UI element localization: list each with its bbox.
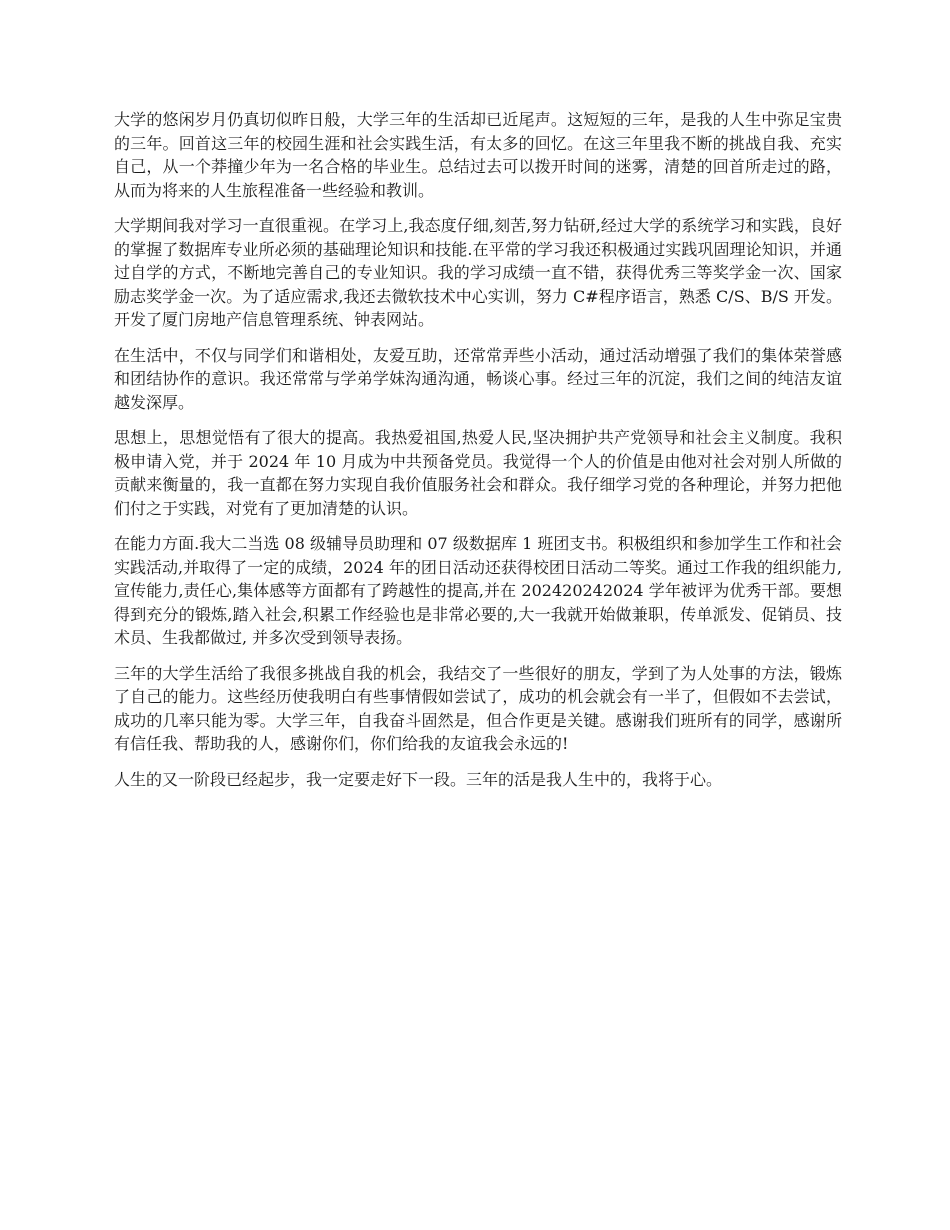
paragraph: 思想上，思想觉悟有了很大的提高。我热爱祖国,热爱人民,坚决拥护共产党领导和社会主义制度。我积极申请入党，并于 2024 年 10 月成为中共预备党员。我觉得一个人的价值是由他对社会对别人所做的贡献来衡量的，我一直都在努力实现自我价值服务社会和群众。我仔细学习党的各种理论，并努力把他们付之于实践，对党有了更加清楚的认识。 — [114, 428, 842, 518]
paragraph: 在能力方面.我大二当选 08 级辅导员助理和 07 级数据库 1 班团支书。积极组织和参加学生工作和社会实践活动,并取得了一定的成绩，2024 年的团日活动还获得校团日活动二等奖。通过工作我的组织能力,宣传能力,责任心,集体感等方面都有了跨越性的提高,并在 202420242024 学年被评为优秀干部。要想得到充分的锻炼,踏入社会,积累工作经验也是非常必要的,大一我就开始做兼职，传单派发、促销员、技术员、生我都做过, 并多次受到领导表扬。 — [114, 534, 842, 647]
document-body — [114, 108, 842, 803]
paragraph: 大学的悠闲岁月仍真切似昨日般，大学三年的生活却已近尾声。这短短的三年，是我的人生中弥足宝贵的三年。回首这三年的校园生涯和社会实践生活，有太多的回忆。在这三年里我不断的挑战自我、充实自己，从一个莽撞少年为一名合格的毕业生。总结过去可以拨开时间的迷雾，清楚的回首所走过的路，从而为将来的人生旅程准备一些经验和教训。 — [114, 110, 842, 200]
paragraph: 在生活中，不仅与同学们和谐相处，友爱互助，还常常弄些小活动，通过活动增强了我们的集体荣誉感和团结协作的意识。我还常常与学弟学妹沟通沟通，畅谈心事。经过三年的沉淀，我们之间的纯洁友谊越发深厚。 — [114, 345, 842, 412]
paragraph: 大学期间我对学习一直很重视。在学习上,我态度仔细,刻苦,努力钻研,经过大学的系统学习和实践，良好的掌握了数据库专业所必须的基础理论知识和技能.在平常的学习我还积极通过实践巩固理论知识，并通过自学的方式，不断地完善自己的专业知识。我的学习成绩一直不错，获得优秀三等奖学金一次、国家励志奖学金一次。为了适应需求,我还去微软技术中心实训，努力 C#程序语言，熟悉 C/S、B/S 开发。开发了厦门房地产信息管理系统、钟表网站。 — [114, 216, 842, 329]
paragraph: 三年的大学生活给了我很多挑战自我的机会，我结交了一些很好的朋友，学到了为人处事的方法，锻炼了自己的能力。这些经历使我明白有些事情假如尝试了，成功的机会就会有一半了，但假如不去尝试，成功的几率只能为零。大学三年，自我奋斗固然是，但合作更是关键。感谢我们班所有的同学，感谢所有信任我、帮助我的人，感谢你们，你们给我的友谊我会永远的! — [114, 663, 842, 753]
paragraph: 人生的又一阶段已经起步，我一定要走好下一段。三年的活是我人生中的，我将于心。 — [114, 769, 723, 789]
